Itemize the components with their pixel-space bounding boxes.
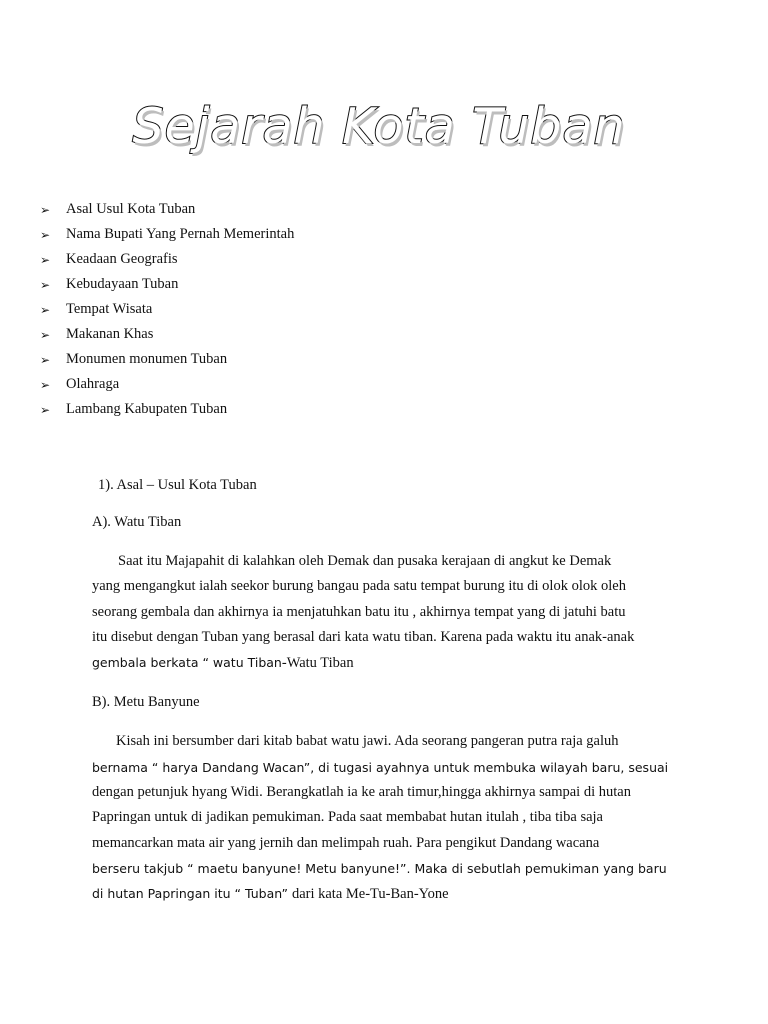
arrowhead-bullet-icon: ➢	[40, 277, 51, 292]
toc-item-label: Makanan Khas	[66, 326, 154, 342]
paragraph-line: Papringan untuk di jadikan pemukiman. Pada saat membabat hutan itulah , tiba tiba saja	[92, 809, 603, 826]
subsection-heading-metu-banyune: B). Metu Banyune	[92, 694, 200, 711]
paragraph-line: memancarkan mata air yang jernih dan melimpah ruah. Para pengikut Dandang wacana	[92, 834, 600, 851]
toc-item	[40, 222, 294, 247]
paragraph-line: yang mengangkut ialah seekor burung bangau pada satu tempat burung itu di olok olok oleh	[92, 578, 626, 595]
toc-item	[40, 347, 294, 372]
toc-item-label: Monumen monumen Tuban	[66, 351, 228, 367]
section-asal-usul	[92, 474, 682, 908]
arrowhead-bullet-icon: ➢	[40, 402, 51, 417]
title-area	[0, 98, 768, 155]
toc-item-label: Asal Usul Kota Tuban	[66, 201, 196, 217]
paragraph-watu-tiban	[92, 549, 682, 676]
paragraph-line: Saat itu Majapahit di kalahkan oleh Demak dan pusaka kerajaan di angkut ke Demak	[118, 553, 612, 569]
arrowhead-bullet-icon: ➢	[40, 327, 51, 342]
arrowhead-bullet-icon: ➢	[40, 227, 51, 242]
arrowhead-bullet-icon: ➢	[40, 352, 51, 367]
toc-item-label: Nama Bupati Yang Pernah Memerintah	[66, 226, 295, 242]
arrowhead-bullet-icon: ➢	[40, 252, 51, 267]
arrowhead-bullet-icon: ➢	[40, 377, 51, 392]
toc-item-label: Lambang Kabupaten Tuban	[66, 401, 228, 417]
toc-item	[40, 397, 294, 422]
paragraph-line: berseru takjub “ maetu banyune! Metu banyune!”. Maka di sebutlah pemukiman yang baru	[92, 860, 667, 876]
toc-item	[40, 372, 294, 397]
toc-item-label: Olahraga	[66, 376, 120, 392]
toc-item	[40, 272, 294, 297]
paragraph-line: itu disebut dengan Tuban yang berasal dari kata watu tiban. Karena pada waktu itu anak-anak	[92, 628, 635, 645]
paragraph-line: Kisah ini bersumber dari kitab babat watu jawi. Ada seorang pangeran putra raja galuh	[116, 733, 619, 750]
toc-item	[40, 322, 294, 347]
arrowhead-bullet-icon: ➢	[40, 302, 51, 317]
paragraph-line: bernama “ harya Dandang Wacan”, di tugasi ayahnya untuk membuka wilayah baru, sesuai	[92, 759, 669, 775]
subsection-heading-watu-tiban: A). Watu Tiban	[92, 514, 182, 530]
toc-item	[40, 197, 294, 222]
paragraph-line: seorang gembala dan akhirnya ia menjatuhkan batu itu , akhirnya tempat yang di jatuhi batu	[92, 603, 626, 620]
paragraph-line: dengan petunjuk hyang Widi. Berangkatlah ia ke arah timur,hingga akhirnya sampai di hutan	[92, 784, 631, 801]
paragraph-line: di hutan Papringan itu “ Tuban” dari kata Me-Tu-Ban-Yone	[92, 886, 449, 903]
paragraph-line: gembala berkata “ watu Tiban-Watu Tiban	[92, 655, 354, 672]
toc-item-label: Keadaan Geografis	[66, 251, 178, 267]
arrowhead-bullet-icon: ➢	[40, 202, 51, 217]
toc-item-label: Tempat Wisata	[66, 301, 153, 317]
section-heading: 1). Asal – Usul Kota Tuban	[98, 477, 257, 493]
paragraph-metu-banyune	[92, 729, 682, 907]
toc-item	[40, 247, 294, 272]
toc-item	[40, 297, 294, 322]
toc-item-label: Kebudayaan Tuban	[66, 276, 179, 292]
table-of-contents	[40, 197, 294, 422]
document-title: Sejarah Kota Tuban	[132, 98, 626, 155]
